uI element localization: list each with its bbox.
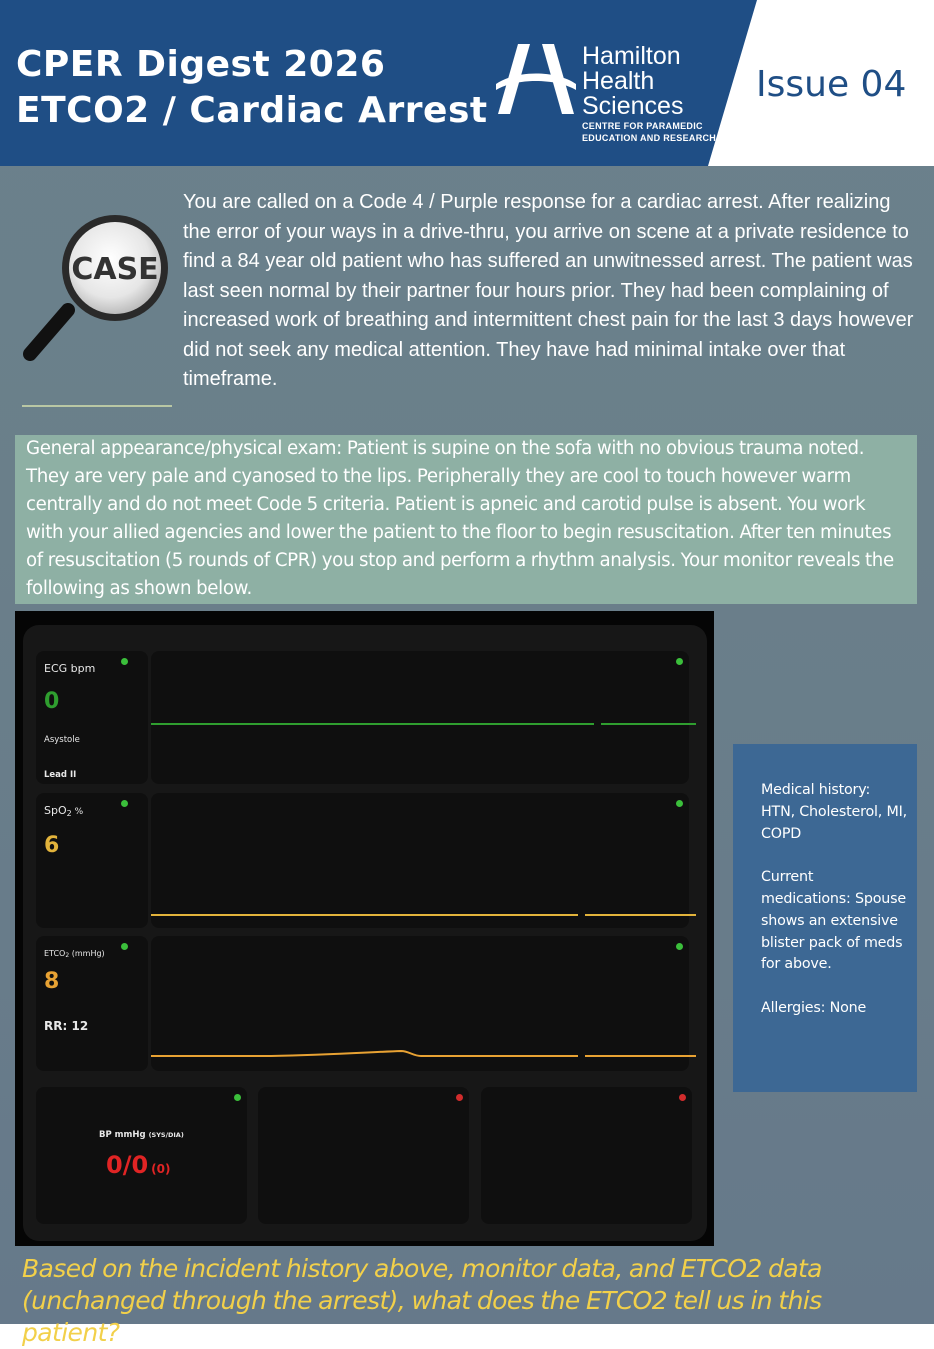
spo2-waveform-tile xyxy=(151,793,689,928)
spo2-status-dot xyxy=(121,800,128,807)
ecg-label: ECG bpm xyxy=(44,662,96,675)
rr-value: 12 xyxy=(71,1019,89,1033)
ecg-status-dot xyxy=(121,658,128,665)
spo2-value: 6 xyxy=(44,833,60,858)
ecg-rhythm: Asystole xyxy=(44,735,80,745)
ecg-bpm-value: 0 xyxy=(44,689,60,714)
patient-history-box xyxy=(733,744,917,1092)
spo2-value-tile xyxy=(36,793,148,928)
bp-value xyxy=(106,1151,171,1179)
allergies: Allergies: None xyxy=(761,999,867,1016)
spo2-label-unit: % xyxy=(71,807,84,817)
etco2-label-unit: (mmHg) xyxy=(69,949,105,958)
empty-tile-2 xyxy=(481,1087,692,1224)
issue-number: Issue 04 xyxy=(756,64,907,105)
ecg-lead: Lead II xyxy=(44,770,77,780)
bp-sys-dia-value: 0/0 xyxy=(106,1151,149,1179)
title-line-1: CPER Digest 2026 xyxy=(16,44,386,85)
etco2-value-tile xyxy=(36,936,148,1071)
spo2-label-main: SpO xyxy=(44,804,67,817)
current-medications: Current medications: Spouse shows an extensive blister pack of meds for above. xyxy=(761,869,906,973)
case-description: You are called on a Code 4 / Purple response for a cardiac arrest. After realizing the error of your ways in a drive-thru, you arrive on scene at a private residence to find a 84 year old patient who has suffered an unwitnessed arrest. The patient was last seen normal by their partner four hours prior. They had been complaining of increased work of breathing and intermittent chest pain for the last 3 days however did not seek any medical attention. They have had minimal intake over that timeframe. xyxy=(183,191,914,390)
physical-exam-box xyxy=(15,435,917,604)
hamilton-health-logo-icon xyxy=(496,44,576,116)
rr-label: RR: xyxy=(44,1019,72,1033)
spo2-label-sub: 2 xyxy=(66,809,72,818)
etco2-value: 8 xyxy=(44,969,60,994)
bp-mean-value: (0) xyxy=(151,1162,171,1176)
title-line-2: ETCO2 / Cardiac Arrest xyxy=(16,90,488,131)
org-sub-2: EDUCATION AND RESEARCH xyxy=(582,133,717,143)
page-title xyxy=(16,42,488,134)
ecg-waveform xyxy=(151,651,689,784)
cardiac-monitor xyxy=(15,611,714,1246)
physical-exam-text: General appearance/physical exam: Patient is supine on the sofa with no obvious trauma noted. They are very pale and cyanosed to the lips. Peripherally they are cool to touch however warm centrally and do not meet Code 5 criteria. Patient is apneic and carotid pulse is absent. You work with your allied agencies and lower the patient to the floor to begin resuscitation. After ten minutes of resuscitation (5 rounds of CPR) you stop and perform a rhythm analysis. Your monitor reveals the following as shown below. xyxy=(26,438,894,599)
bp-tile xyxy=(36,1087,247,1224)
case-icon-label: CASE xyxy=(71,252,159,287)
bp-label-main: BP mmHg xyxy=(99,1130,146,1140)
medical-history: Medical history: HTN, Cholesterol, MI, COPD xyxy=(761,782,907,842)
monitor-screen xyxy=(23,625,707,1241)
ecg-waveform-tile xyxy=(151,651,689,784)
case-question: Based on the incident history above, monitor data, and ETCO2 data (unchanged through the arrest), what does the ETCO2 tell us in this patient? xyxy=(22,1254,822,1347)
org-line-3: Sciences xyxy=(582,92,684,120)
empty-tile-1 xyxy=(258,1087,469,1224)
respiratory-rate xyxy=(44,1019,88,1033)
bp-status-dot xyxy=(234,1094,241,1101)
org-line-2: Health xyxy=(582,67,655,95)
section-divider xyxy=(22,405,172,407)
magnifying-glass-icon xyxy=(18,208,178,368)
etco2-label xyxy=(44,949,105,959)
empty-tile-2-status-dot xyxy=(679,1094,686,1101)
header xyxy=(0,0,934,166)
bp-label xyxy=(99,1130,184,1140)
etco2-label-sub: 2 xyxy=(65,952,70,959)
org-line-1: Hamilton xyxy=(582,42,681,70)
org-sub-1: CENTRE FOR PARAMEDIC xyxy=(582,121,703,131)
bp-label-unit: (SYS/DIA) xyxy=(148,1131,184,1139)
etco2-waveform xyxy=(151,936,689,1071)
ecg-value-tile xyxy=(36,651,148,784)
etco2-status-dot xyxy=(121,943,128,950)
spo2-label xyxy=(44,804,83,818)
etco2-label-main: ETCO xyxy=(44,949,66,958)
spo2-waveform xyxy=(151,793,689,928)
empty-tile-1-status-dot xyxy=(456,1094,463,1101)
etco2-waveform-tile xyxy=(151,936,689,1071)
organization-name xyxy=(582,44,716,143)
